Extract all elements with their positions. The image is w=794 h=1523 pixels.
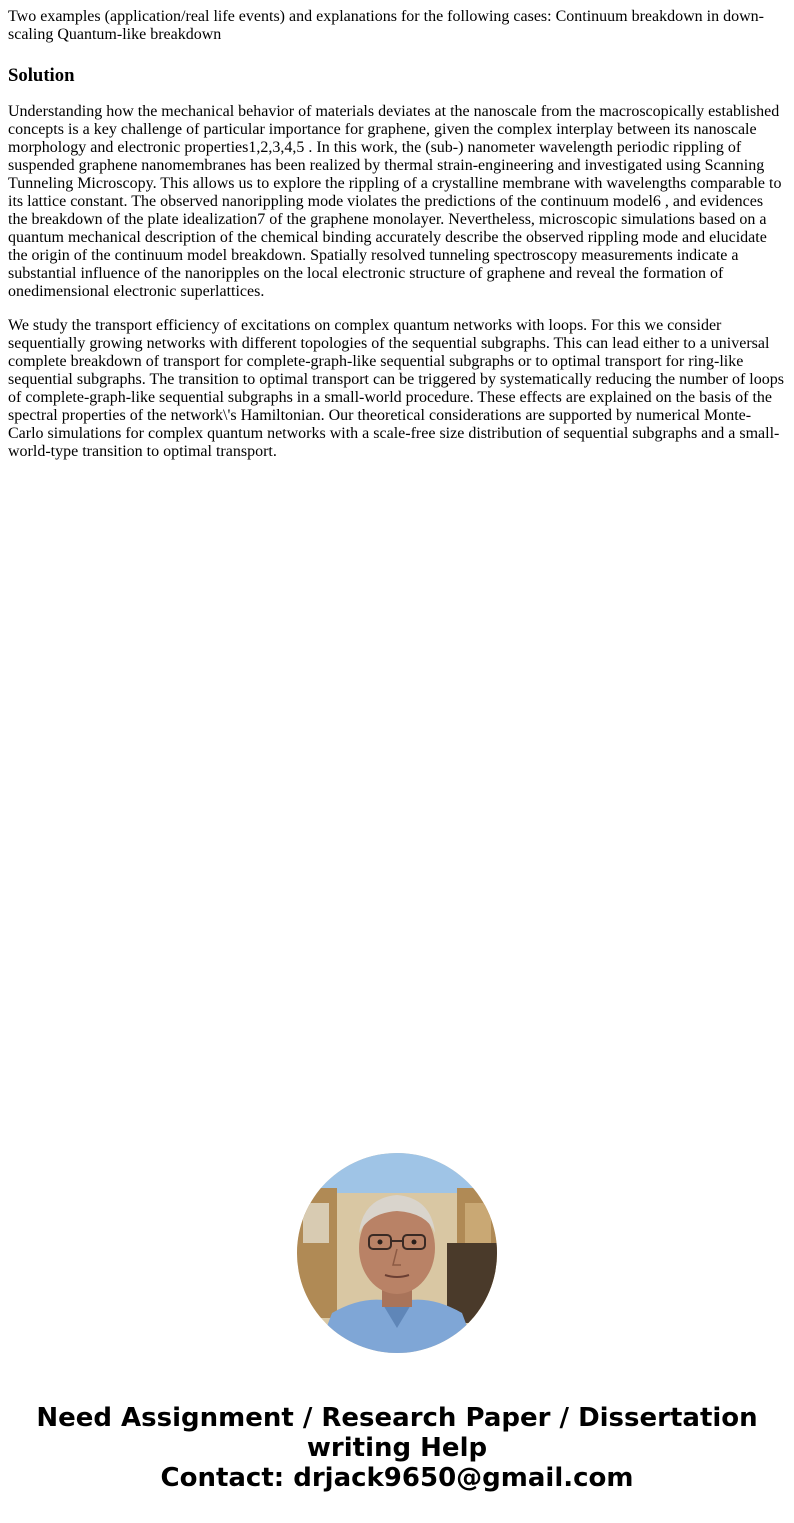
promo-line-help: Need Assignment / Research Paper / Dissertation writing Help xyxy=(36,1403,758,1463)
promo-banner xyxy=(0,1403,794,1493)
solution-paragraph-1: Understanding how the mechanical behavior of materials deviates at the nanoscale from the macroscopically established concepts is a key challenge of particular importance for graphene, given the complex interplay between its nanoscale morphology and electronic properties1,2,3,4,5 . In this work, the (sub-) nanometer wavelength periodic rippling of suspended graphene nanomembranes has been realized by thermal strain-engineering and investigated using Scanning Tunneling Microscopy. This allows us to explore the rippling of a crystalline membrane with wavelengths comparable to its lattice constant. The observed nanorippling mode violates the predictions of the continuum model6 , and evidences the breakdown of the plate idealization7 of the graphene monolayer. Nevertheless, microscopic simulations based on a quantum mechanical description of the chemical binding accurately describe the observed rippling mode and elucidate the origin of the continuum model breakdown. Spatially resolved tunneling spectroscopy measurements indicate a substantial influence of the nanoripples on the local electronic structure of graphene and reveal the formation of onedimensional electronic superlattices. xyxy=(8,103,782,300)
solution-paragraph-2: We study the transport efficiency of excitations on complex quantum networks with loops. For this we consider sequentially growing networks with different topologies of the sequential subgraphs. This can lead either to a universal complete breakdown of transport for complete-graph-like sequential subgraphs or to optimal transport for ring-like sequential subgraphs. The transition to optimal transport can be triggered by systematically reducing the number of loops of complete-graph-like sequential subgraphs in a small-world procedure. These effects are explained on the basis of the spectral properties of the network\'s Hamiltonian. Our theoretical considerations are supported by numerical Monte-Carlo simulations for complex quantum networks with a scale-free size distribution of sequential subgraphs and a small-world-type transition to optimal transport. xyxy=(8,317,784,460)
question-text: Two examples (application/real life events) and explanations for the following cases: Continuum breakdown in down-scaling Quantum-like breakdown xyxy=(8,8,765,43)
author-avatar xyxy=(297,1153,497,1353)
solution-heading: Solution xyxy=(8,65,75,86)
main-content xyxy=(8,8,786,477)
promo-line-contact: Contact: drjack9650@gmail.com xyxy=(160,1463,634,1493)
